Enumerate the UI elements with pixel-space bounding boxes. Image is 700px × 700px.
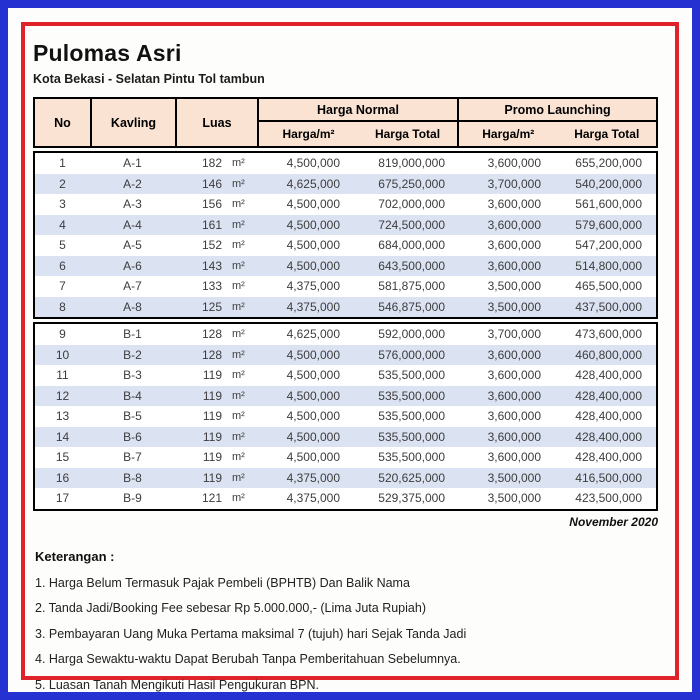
page-subtitle: Kota Bekasi - Selatan Pintu Tol tambun	[33, 72, 265, 86]
cell-kavling: A-2	[123, 176, 142, 191]
cell-promo-total: 547,200,000	[575, 238, 642, 253]
cell-normal-total: 535,500,000	[378, 388, 445, 403]
cell-promo-per-m2: 3,600,000	[487, 429, 541, 444]
cell-luas-unit: m²	[232, 157, 245, 170]
cell-no: 9	[59, 327, 66, 342]
cell-normal-total: 675,250,000	[378, 176, 445, 191]
cell-kavling: B-4	[123, 388, 142, 403]
date-label: November 2020	[569, 514, 658, 529]
cell-promo-per-m2: 3,600,000	[487, 156, 541, 171]
cell-no: 4	[59, 217, 66, 232]
header-kavling: Kavling	[90, 99, 175, 146]
cell-normal-per-m2: 4,375,000	[286, 470, 340, 485]
table-row	[35, 406, 656, 427]
table-row	[35, 235, 656, 256]
cell-luas: 119	[202, 470, 222, 485]
table-row	[35, 488, 656, 509]
cell-luas: 125	[201, 299, 222, 314]
cell-no: 15	[55, 450, 70, 465]
cell-promo-per-m2: 3,500,000	[487, 299, 541, 314]
cell-luas-unit: m²	[232, 218, 245, 231]
cell-luas-unit: m²	[232, 198, 245, 211]
cell-kavling: A-8	[123, 299, 142, 314]
table-section-a	[33, 151, 658, 319]
cell-no: 2	[59, 176, 66, 191]
cell-promo-per-m2: 3,600,000	[487, 368, 541, 383]
cell-luas-unit: m²	[232, 492, 245, 505]
cell-no: 5	[59, 238, 66, 253]
cell-normal-per-m2: 4,500,000	[286, 347, 340, 362]
cell-normal-per-m2: 4,625,000	[286, 327, 340, 342]
table-row	[35, 447, 656, 468]
header-promo-per-m2: Harga/m²	[482, 127, 535, 141]
notes-block	[33, 549, 665, 692]
cell-normal-total: 819,000,000	[378, 156, 445, 171]
cell-kavling: B-2	[123, 347, 142, 362]
cell-normal-per-m2: 4,500,000	[286, 197, 340, 212]
cell-luas: 121	[201, 491, 222, 506]
cell-promo-total: 428,400,000	[575, 429, 642, 444]
cell-no: 1	[59, 156, 66, 171]
cell-luas-unit: m²	[232, 430, 245, 443]
cell-luas-unit: m²	[232, 328, 245, 341]
table-row	[35, 297, 656, 318]
cell-promo-per-m2: 3,600,000	[487, 388, 541, 403]
cell-luas-unit: m²	[232, 300, 245, 313]
cell-luas: 156	[201, 197, 222, 212]
table-row	[35, 174, 656, 195]
price-table	[33, 97, 658, 511]
cell-kavling: B-1	[123, 327, 142, 342]
table-row	[35, 194, 656, 215]
cell-promo-per-m2: 3,600,000	[487, 217, 541, 232]
cell-luas: 146	[201, 176, 222, 191]
cell-luas: 152	[201, 238, 222, 253]
cell-kavling: B-3	[123, 368, 142, 383]
cell-normal-per-m2: 4,500,000	[286, 429, 340, 444]
cell-kavling: A-7	[123, 279, 142, 294]
cell-promo-total: 428,400,000	[575, 409, 642, 424]
cell-luas: 133	[201, 279, 222, 294]
cell-promo-total: 428,400,000	[575, 450, 642, 465]
cell-promo-per-m2: 3,600,000	[487, 450, 541, 465]
cell-no: 10	[55, 347, 70, 362]
header-no: No	[54, 115, 71, 130]
cell-promo-total: 460,800,000	[575, 347, 642, 362]
cell-normal-per-m2: 4,500,000	[286, 388, 340, 403]
cell-luas: 143	[201, 258, 222, 273]
cell-normal-per-m2: 4,500,000	[286, 258, 340, 273]
cell-normal-per-m2: 4,625,000	[286, 176, 340, 191]
note-item: 2. Tanda Jadi/Booking Fee sebesar Rp 5.000.000,- (Lima Juta Rupiah)	[35, 601, 426, 615]
cell-normal-total: 520,625,000	[378, 470, 445, 485]
cell-luas: 128	[201, 347, 222, 362]
cell-normal-total: 535,500,000	[378, 409, 445, 424]
cell-luas: 119	[202, 450, 222, 465]
cell-promo-total: 561,600,000	[575, 197, 642, 212]
cell-promo-total: 428,400,000	[575, 368, 642, 383]
cell-luas-unit: m²	[232, 177, 245, 190]
cell-luas-unit: m²	[232, 369, 245, 382]
cell-normal-total: 576,000,000	[378, 347, 445, 362]
note-item: 3. Pembayaran Uang Muka Pertama maksimal 7 (tujuh) hari Sejak Tanda Jadi	[35, 626, 467, 641]
cell-normal-per-m2: 4,375,000	[286, 279, 340, 294]
cell-kavling: A-1	[123, 156, 142, 171]
note-item: 1. Harga Belum Termasuk Pajak Pembeli (BPHTB) Dan Balik Nama	[35, 575, 410, 590]
cell-promo-per-m2: 3,600,000	[487, 347, 541, 362]
cell-normal-total: 546,875,000	[378, 299, 445, 314]
table-header	[33, 97, 658, 148]
cell-promo-total: 437,500,000	[575, 299, 642, 314]
cell-kavling: B-6	[123, 429, 142, 444]
cell-luas: 119	[202, 429, 222, 444]
cell-promo-total: 428,400,000	[575, 388, 642, 403]
cell-no: 3	[59, 197, 66, 212]
cell-promo-per-m2: 3,600,000	[487, 238, 541, 253]
cell-normal-per-m2: 4,500,000	[286, 409, 340, 424]
cell-luas-unit: m²	[232, 451, 245, 464]
cell-luas-unit: m²	[232, 410, 245, 423]
cell-kavling: B-5	[123, 409, 142, 424]
table-row	[35, 427, 656, 448]
cell-luas-unit: m²	[232, 259, 245, 272]
cell-kavling: A-4	[123, 217, 142, 232]
cell-no: 12	[55, 388, 70, 403]
cell-promo-total: 579,600,000	[575, 217, 642, 232]
cell-normal-per-m2: 4,500,000	[286, 217, 340, 232]
cell-luas-unit: m²	[232, 239, 245, 252]
header-promo-total: Harga Total	[574, 127, 640, 141]
cell-promo-per-m2: 3,600,000	[487, 197, 541, 212]
header-normal-subcolumns	[257, 122, 457, 146]
cell-normal-per-m2: 4,500,000	[286, 368, 340, 383]
cell-normal-total: 702,000,000	[378, 197, 445, 212]
header-promo-launching: Promo Launching	[457, 99, 656, 122]
cell-promo-total: 655,200,000	[575, 156, 642, 171]
note-item: 5. Luasan Tanah Mengikuti Hasil Pengukuran BPN.	[35, 677, 319, 692]
table-section-b	[33, 322, 658, 511]
cell-luas: 128	[201, 327, 222, 342]
header-normal-total: Harga Total	[374, 127, 441, 141]
cell-promo-total: 423,500,000	[575, 491, 642, 506]
cell-normal-total: 684,000,000	[378, 238, 445, 253]
header-normal-per-m2: Harga/m²	[282, 127, 335, 141]
table-row	[35, 215, 656, 236]
page-title: Pulomas Asri	[33, 40, 182, 66]
cell-normal-total: 581,875,000	[378, 279, 445, 294]
table-row	[35, 153, 656, 174]
cell-promo-total: 416,500,000	[575, 470, 642, 485]
cell-promo-per-m2: 3,700,000	[487, 327, 541, 342]
table-row	[35, 365, 656, 386]
table-row	[35, 256, 656, 277]
header-harga-normal: Harga Normal	[257, 99, 457, 122]
cell-kavling: B-9	[123, 491, 142, 506]
cell-luas: 119	[202, 409, 222, 424]
notes-heading: Keterangan :	[35, 548, 115, 564]
cell-normal-per-m2: 4,500,000	[286, 156, 340, 171]
table-row	[35, 324, 656, 345]
cell-normal-per-m2: 4,375,000	[286, 491, 340, 506]
cell-normal-total: 535,500,000	[378, 429, 445, 444]
cell-no: 13	[55, 409, 70, 424]
cell-promo-per-m2: 3,500,000	[487, 279, 541, 294]
cell-no: 8	[59, 299, 66, 314]
header-promo-subcolumns	[457, 122, 656, 146]
cell-kavling: A-3	[123, 197, 142, 212]
cell-normal-total: 724,500,000	[378, 217, 445, 232]
note-item: 4. Harga Sewaktu-waktu Dapat Berubah Tanpa Pemberitahuan Sebelumnya.	[35, 652, 461, 666]
cell-no: 14	[55, 429, 70, 444]
cell-luas-unit: m²	[232, 348, 245, 361]
cell-luas: 119	[202, 368, 222, 383]
cell-normal-per-m2: 4,500,000	[286, 238, 340, 253]
table-row	[35, 345, 656, 366]
cell-kavling: A-5	[123, 238, 142, 253]
cell-luas-unit: m²	[232, 389, 245, 402]
table-row	[35, 386, 656, 407]
cell-no: 16	[55, 470, 70, 485]
header-luas: Luas	[175, 99, 257, 146]
cell-normal-per-m2: 4,500,000	[286, 450, 340, 465]
cell-promo-per-m2: 3,500,000	[487, 491, 541, 506]
cell-no: 11	[56, 368, 69, 383]
cell-promo-total: 465,500,000	[575, 279, 642, 294]
cell-normal-total: 592,000,000	[378, 327, 445, 342]
cell-luas-unit: m²	[232, 471, 245, 484]
cell-no: 7	[59, 279, 66, 294]
cell-kavling: B-7	[123, 450, 142, 465]
cell-promo-per-m2: 3,600,000	[487, 258, 541, 273]
cell-normal-per-m2: 4,375,000	[286, 299, 340, 314]
table-row	[35, 276, 656, 297]
cell-luas: 119	[202, 388, 222, 403]
cell-no: 17	[55, 491, 70, 506]
cell-promo-total: 514,800,000	[575, 258, 642, 273]
cell-promo-per-m2: 3,700,000	[487, 176, 541, 191]
cell-promo-total: 473,600,000	[575, 327, 642, 342]
cell-promo-per-m2: 3,600,000	[487, 409, 541, 424]
cell-luas-unit: m²	[232, 280, 245, 293]
cell-promo-per-m2: 3,500,000	[487, 470, 541, 485]
cell-kavling: A-6	[123, 258, 142, 273]
cell-kavling: B-8	[123, 470, 142, 485]
notes-list	[35, 576, 665, 692]
red-inner-frame	[21, 22, 679, 692]
cell-normal-total: 535,500,000	[378, 368, 445, 383]
cell-normal-total: 535,500,000	[378, 450, 445, 465]
cell-promo-total: 540,200,000	[575, 176, 642, 191]
cell-normal-total: 529,375,000	[378, 491, 445, 506]
cell-no: 6	[59, 258, 66, 273]
table-row	[35, 468, 656, 489]
cell-normal-total: 643,500,000	[378, 258, 445, 273]
cell-luas: 161	[201, 217, 222, 232]
cell-luas: 182	[201, 156, 222, 171]
